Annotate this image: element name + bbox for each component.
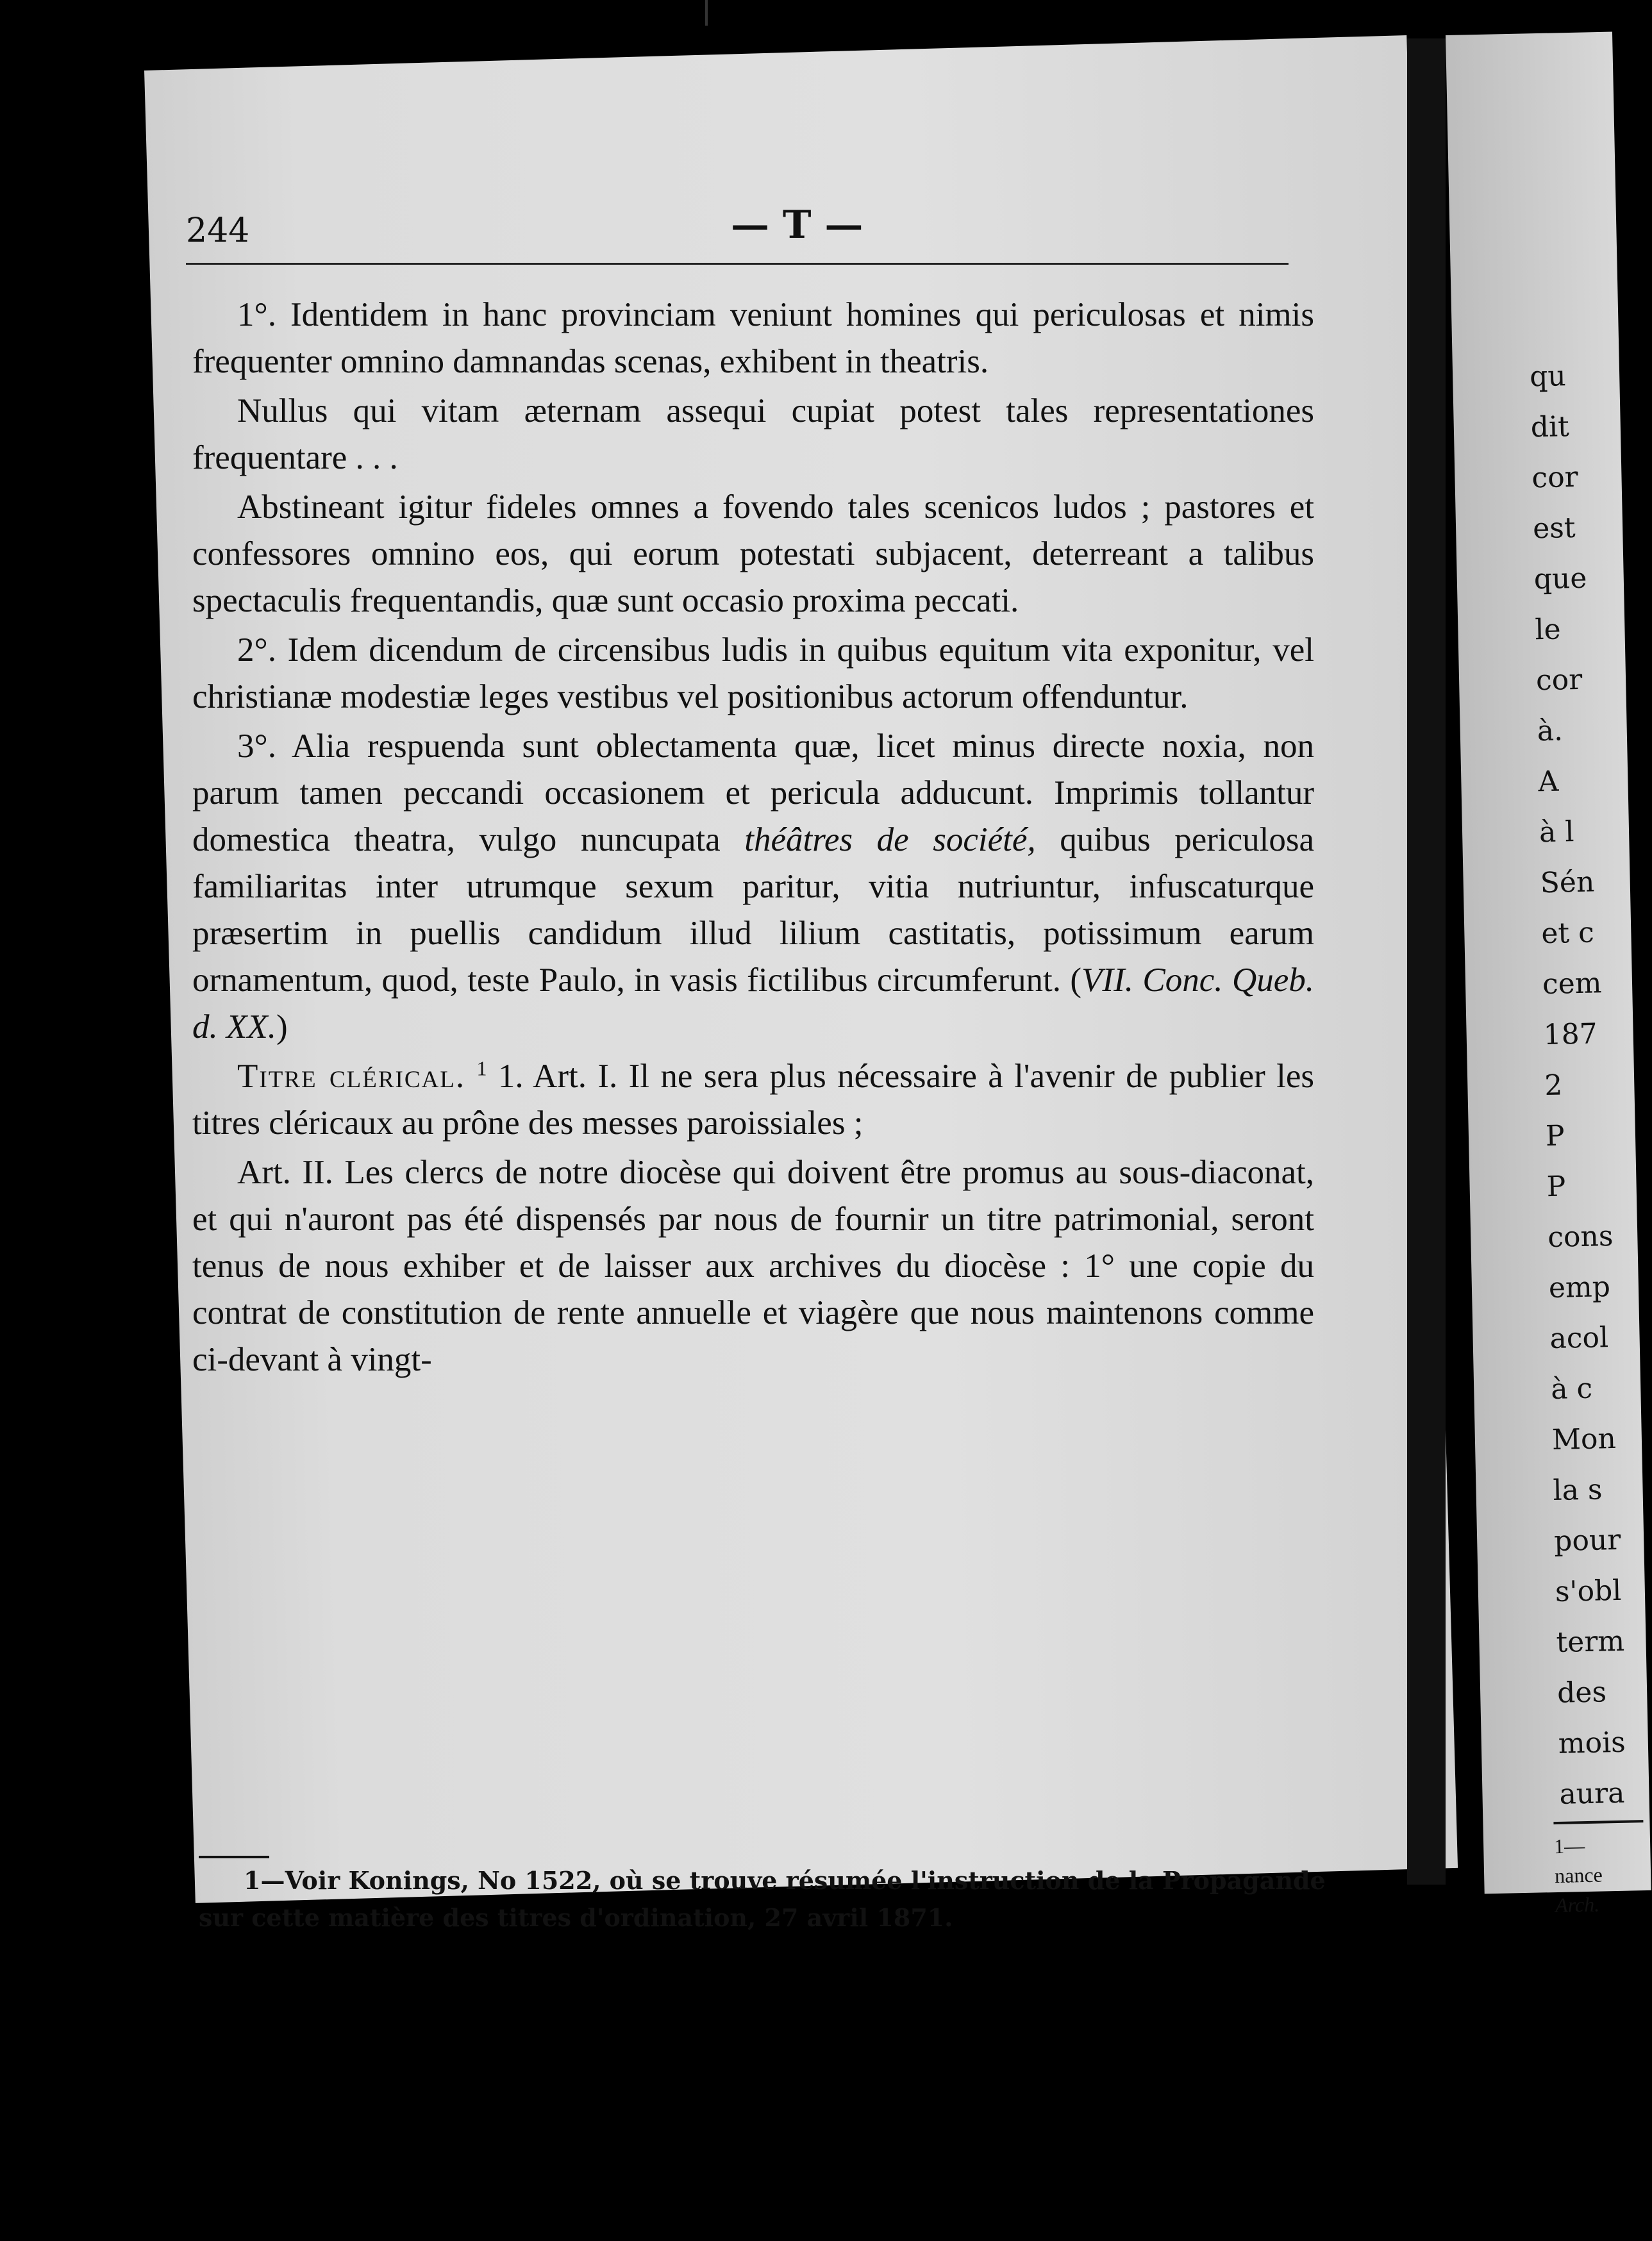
facing-page-line: et c — [1540, 916, 1595, 951]
running-head: — T — — [731, 203, 864, 247]
footnote: 1—Voir Konings, No 1522, où se trouve résumée l'instruction de la Propagande sur cette matière des titres d'ordination, 27 avril 1871. — [199, 1866, 1326, 1932]
book-gutter — [1407, 38, 1446, 1885]
facing-page-line: cem — [1542, 967, 1602, 1001]
paragraph-text: Identidem in hanc provinciam veniunt homines qui periculosas et nimis frequenter omnino damnandas scenas, exhibent in theatris. — [192, 296, 1314, 380]
footnote-rule — [199, 1856, 269, 1858]
facing-page-line: P — [1546, 1170, 1566, 1204]
paragraph-2 — [192, 388, 1314, 481]
facing-page-line: mois — [1558, 1726, 1626, 1760]
paragraph-number: 2°. — [237, 631, 276, 669]
facing-page-line: le — [1534, 613, 1562, 647]
facing-footnote-line: Arch. — [1555, 1892, 1600, 1917]
facing-page-line: aura — [1558, 1776, 1625, 1811]
paragraph-1 — [192, 292, 1314, 385]
facing-page-line: A — [1537, 765, 1559, 799]
paragraph-7 — [192, 1149, 1314, 1383]
paragraph-4 — [192, 627, 1314, 721]
facing-page-line: cons — [1547, 1219, 1614, 1254]
paragraph-text: Art. II. Les clercs de notre diocèse qui doivent être promus au sous-diaconat, et qui n'auront pas été dispensés par nous de fournir un titre patrimonial, seront tenus de nous exhiber et de laisser aux archives du diocèse : 1° une copie du contrat de constitution de rente annuelle et viagère que nous maintenons comme ci-devant à vingt- — [192, 1154, 1314, 1378]
header-rule — [186, 263, 1289, 265]
facing-page-line: cor — [1531, 460, 1579, 495]
facing-page-line: des — [1556, 1676, 1607, 1710]
facing-page-fragment — [1446, 32, 1651, 1917]
citation: VII. Conc. Queb. d. XX. — [192, 962, 1314, 1046]
paragraph-text: 1. Art. I. Il ne sera plus nécessaire à l'avenir de publier les titres cléricaux au prône des messes paroissiales ; — [192, 1058, 1315, 1142]
facing-page-line: que — [1533, 562, 1587, 596]
facing-page-line: P — [1545, 1119, 1565, 1153]
paragraph-text: quibus periculosa familiaritas inter utrumque sexum paritur, vitia nutriuntur, infuscaturque præsertim in puellis candidum illud lilium castitatis, potissimum earum ornamentum, quod, teste Paulo, in vasis fictilibus circumferunt. ( — [192, 821, 1314, 999]
facing-page-line: cor — [1535, 663, 1583, 697]
facing-page-line: dit — [1530, 410, 1570, 444]
paragraph-text: Abstineant igitur fideles omnes a fovendo tales scenicos ludos ; pastores et confessores omnino eos, qui eorum potestati subjacent, deterreant a talibus spectaculis frequentandis, quæ sunt occasio proxima peccati. — [192, 488, 1314, 619]
section-title: Titre clérical. — [237, 1058, 466, 1095]
facing-page-line: 2 — [1544, 1069, 1563, 1103]
facing-page-line: 187 — [1543, 1017, 1598, 1052]
facing-page-line: est — [1532, 511, 1576, 546]
citation-close: ) — [276, 1008, 288, 1046]
paragraph-number: 3°. — [237, 728, 276, 765]
facing-page-line: Sén — [1540, 865, 1595, 900]
facing-footnote-rule — [1553, 1820, 1643, 1824]
footnote-ref: 1 — [476, 1056, 487, 1080]
facing-page-line: à c — [1550, 1372, 1593, 1406]
paragraph-text: Alia respuenda sunt oblectamenta quæ, licet minus directe noxia, non parum tamen peccandi occasionem et pericula adducunt. Imprimis tollantur domestica theatra, vulgo nuncupata — [192, 728, 1314, 858]
paragraph-number: 1°. — [237, 296, 276, 333]
facing-page-line: à l — [1539, 815, 1574, 849]
facing-page-line: à. — [1537, 714, 1564, 748]
facing-page-line: Mon — [1551, 1422, 1617, 1456]
page-number: 244 — [186, 212, 250, 250]
facing-footnote-line: 1— — [1553, 1834, 1585, 1858]
facing-page-line: qu — [1529, 360, 1567, 394]
edge-mark — [705, 0, 708, 26]
paragraph-text: Idem dicendum de circensibus ludis in quibus equitum vita exponitur, vel christianæ modestiæ leges vestibus vel positionibus actorum offenduntur. — [192, 631, 1314, 715]
facing-page-line: emp — [1548, 1270, 1611, 1305]
italic-term: théâtres de société, — [744, 821, 1036, 858]
facing-page-line: la s — [1553, 1473, 1603, 1507]
page-body — [192, 292, 1314, 1386]
paragraph-6 — [192, 1053, 1314, 1147]
facing-page-line: term — [1556, 1624, 1625, 1659]
facing-footnote-line: nance — [1554, 1863, 1603, 1888]
facing-page-line: acol — [1549, 1321, 1609, 1356]
paragraph-text: Nullus qui vitam æternam assequi cupiat potest tales representationes frequentare . . . — [192, 392, 1314, 476]
paragraph-3 — [192, 484, 1314, 624]
facing-page-line: s'obl — [1555, 1574, 1622, 1608]
facing-page-line: pour — [1553, 1523, 1621, 1558]
paragraph-5 — [192, 723, 1314, 1051]
